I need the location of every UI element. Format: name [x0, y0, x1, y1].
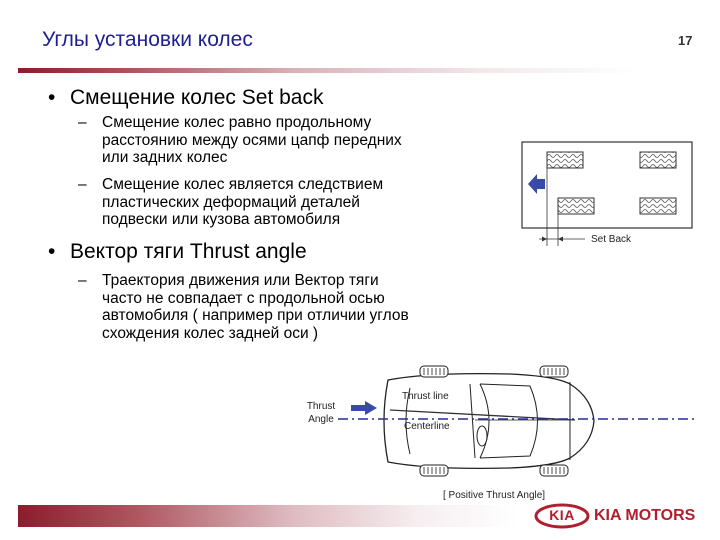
centerline-label: Centerline: [404, 421, 450, 432]
bullet-thrust-text: Вектор тяги Thrust angle: [70, 240, 307, 263]
page-number: 17: [678, 33, 693, 48]
wheel-front-top: [540, 366, 568, 377]
thrust-line-label: Thrust line: [402, 391, 449, 402]
line: Angle: [308, 414, 334, 425]
rear-left-wheel: [640, 152, 676, 168]
line: расстоянию между осями цапф передних: [102, 131, 402, 149]
wheel-rear-top: [420, 366, 448, 377]
bullet-dot: •: [48, 240, 56, 263]
wheel-rear-bottom: [420, 465, 448, 476]
kia-logo-mark: KIA: [549, 507, 575, 523]
dash: –: [78, 176, 87, 193]
sub-bullet-thrust-definition: [78, 272, 409, 342]
bottom-divider: [18, 505, 518, 527]
diagram-caption: [ Positive Thrust Angle]: [443, 490, 546, 501]
bullet-setback-text: Смещение колес Set back: [70, 86, 324, 109]
sub-bullet-setback-cause: [78, 176, 384, 229]
bullet-setback: [48, 86, 324, 110]
steering-wheel: [477, 426, 487, 446]
kia-motors-text: KIA MOTORS: [594, 507, 696, 524]
line: часто не совпадает с продольной осью: [102, 289, 385, 307]
setback-label: Set Back: [591, 234, 632, 245]
line: или задних колес: [102, 149, 228, 166]
wheel-front-bottom: [540, 465, 568, 476]
bullet-thrust-angle: [48, 240, 307, 264]
line: Thrust: [306, 401, 336, 412]
bullet-dot: •: [48, 86, 56, 109]
front-left-wheel: [547, 152, 583, 168]
thrust-angle-label: [304, 400, 338, 426]
centerline-dashed: [338, 416, 695, 422]
line: пластических деформаций деталей: [102, 193, 360, 211]
line: Смещение колес равно продольному: [102, 114, 372, 131]
line: схождения колес задней оси ): [102, 324, 319, 342]
rear-right-wheel: [640, 198, 676, 214]
kia-logo: [534, 503, 694, 529]
sub-bullet-setback-definition: [78, 114, 402, 167]
line: Траектория движения или Вектор тяги: [102, 272, 379, 289]
thrust-arrow-icon: [351, 401, 377, 415]
dash: –: [78, 272, 87, 289]
line: Смещение колес является следствием: [102, 176, 384, 193]
front-right-wheel: [558, 198, 594, 214]
line: автомобиля ( например при отличии углов: [102, 307, 409, 324]
slide-title: Углы установки колес: [42, 28, 253, 51]
dash: –: [78, 114, 87, 131]
line: подвески или кузова автомобиля: [102, 211, 341, 228]
top-divider: [18, 68, 638, 73]
